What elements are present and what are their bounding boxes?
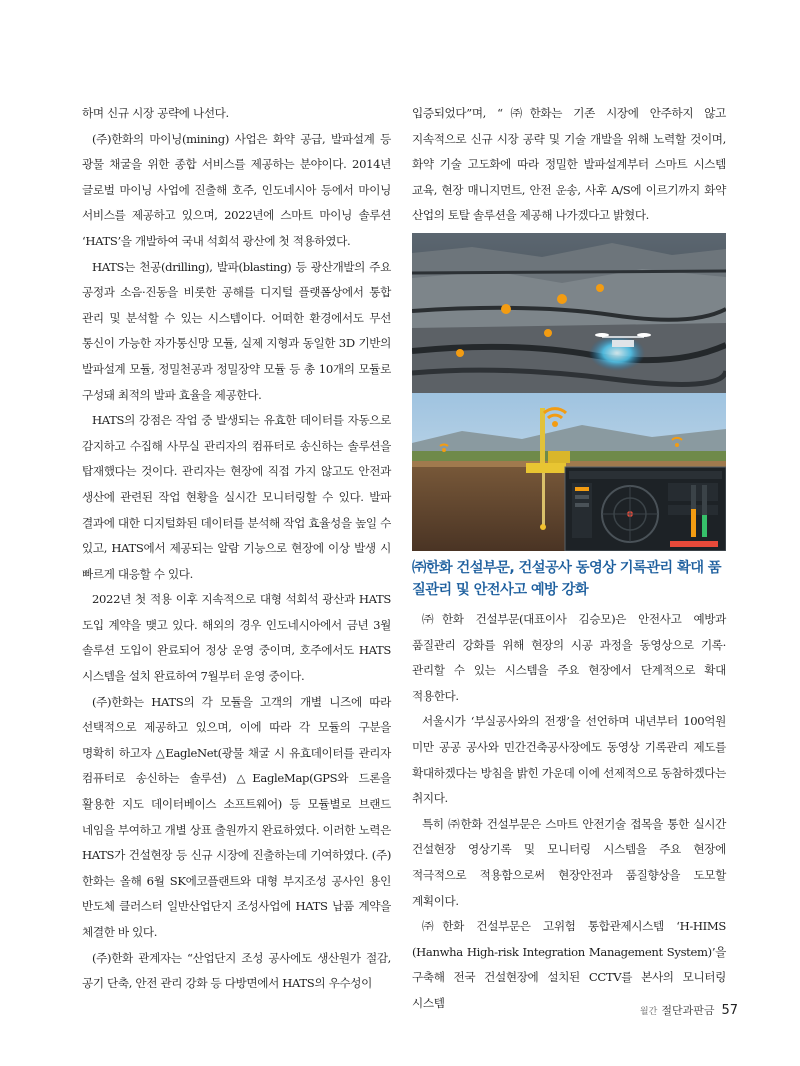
quarry-scene bbox=[412, 233, 726, 393]
paragraph: (주)한화 관계자는 “산업단지 조성 공사에도 생산원가 절감, 공기 단축, 안전 관리 강화 등 다방면에서 HATS의 우수성이 bbox=[82, 950, 391, 991]
paragraph: (주)한화의 마이닝(mining) 사업은 화약 공급, 발파설계 등 광물 채굴을 위한 종합 서비스를 제공하는 분야이다. 2014년 글로벌 마이닝 사업에 진출해 호주, 인도네시아 등에서 마이닝 서비스를 제공하고 있으며, 2022년에 스마트 마이닝 솔루션 ‘HATS’을 개발하여 국내 석회석 광산에 첫 적용하였다. bbox=[82, 131, 391, 248]
mining-construction-illustration bbox=[412, 233, 726, 551]
paragraph: (주)한화는 HATS의 각 모듈을 고객의 개별 니즈에 따라 선택적으로 제공하고 있으며, 이에 따라 각 모듈의 구분을 명확히 하고자 △EagleNet(광물 채굴 시 유효데이터를 관리자 컴퓨터로 송신하는 솔루션) △EagleMap(GPS와 드론을 활용한 지도 데이터베이스 소프트웨어) 등 모듈별로 브랜드 네임을 부여하고 개별 상표 출원까지 완료하였다. 이러한 노력은 HATS가 건설현장 등 신규 시장에 진출하는데 기여하였다. (주)한화는 올해 6월 SK에코플랜트와 대형 부지조성 공사인 용인 반도체 클러스터 일반산업단지 조성사업에 HATS 납품 계약을 체결한 바 있다. bbox=[82, 694, 391, 939]
section-subheading: ㈜한화 건설부문, 건설공사 동영상 기록관리 확대 품질관리 및 안전사고 예방 강화 bbox=[412, 559, 722, 598]
paragraph: ㈜한화 건설부문(대표이사 김승모)은 안전사고 예방과 품질관리 강화를 위해 현장의 시공 과정을 동영상으로 기록·관리할 수 있는 시스템을 주요 현장에서 단계적으로 확대 적용한다. bbox=[412, 611, 726, 703]
monitoring-screen-icon bbox=[565, 467, 726, 551]
page-number: 57 bbox=[721, 1003, 738, 1018]
right-column bbox=[412, 101, 726, 1016]
paragraph: 서울시가 ‘부실공사와의 전쟁’을 선언하며 내년부터 100억원 미만 공공 공사와 민간건축공사장에도 동영상 기록관리 제도를 확대하겠다는 방침을 밝힌 가운데 이에 선제적으로 동참하겠다는 취지다. bbox=[412, 714, 726, 806]
publication-frequency: 월간 bbox=[639, 1007, 658, 1017]
paragraph: 2022년 첫 적용 이후 지속적으로 대형 석회석 광산과 HATS 도입 계약을 맺고 있다. 해외의 경우 인도네시아에서 금년 3월 솔루션 도입이 완료되어 정상 운영 중이며, 호주에서도 HATS 시스템을 설치 완료하여 7월부터 운영 중이다. bbox=[82, 592, 391, 684]
construction-scene bbox=[412, 393, 726, 551]
paragraph: 특히 ㈜한화 건설부문은 스마트 안전기술 접목을 통한 실시간 건설현장 영상기록 및 모니터링 시스템을 주요 현장에 적극적으로 적용함으로써 현장안전과 품질향상을 도모할 계획이다. bbox=[412, 816, 726, 908]
publication-name: 절단과판금 bbox=[661, 1004, 715, 1017]
paragraph: 하며 신규 시장 공략에 나선다. bbox=[82, 106, 229, 120]
paragraph: HATS는 천공(drilling), 발파(blasting) 등 광산개발의 주요 공정과 소음·진동을 비롯한 공해를 디지털 플랫폼상에서 통합 관리 및 분석할 수 있는 시스템이다. 어떠한 환경에서도 무선 통신이 가능한 자가통신망 모듈, 실제 지형과 동일한 3D 기반의 발파설계 모듈, 정밀천공과 정밀장약 모듈 등 총 10개의 모듈로 구성돼 최적의 발파 효율을 제공한다. bbox=[82, 259, 391, 402]
paragraph: ㈜한화 건설부문은 고위험 통합관제시스템 ‘H-HIMS (Hanwha High-risk Integration Management System)’을 구축해 전국 건설현장에 설치된 CCTV를 본사의 모니터링 시스템 bbox=[412, 919, 726, 1010]
article-illustration bbox=[412, 233, 726, 551]
paragraph: 입증되었다”며, “㈜한화는 기존 시장에 안주하지 않고 지속적으로 신규 시장 공략 및 기술 개발을 위해 노력할 것이며, 화약 기술 고도화에 따라 정밀한 발파설계부터 스마트 시스템 교육, 현장 매니지먼트, 안전 운송, 사후 A/S에 이르기까지 화약 산업의 토탈 솔루션을 제공해 나가겠다고 밝혔다. bbox=[412, 106, 726, 223]
left-column bbox=[82, 101, 391, 997]
paragraph: HATS의 강점은 작업 중 발생되는 유효한 데이터를 자동으로 감지하고 수집해 사무실 관리자의 컴퓨터로 송신하는 솔루션을 탑재했다는 것이다. 관리자는 현장에 직접 가지 않고도 안전과 생산에 관련된 작업 현황을 실시간 모니터링할 수 있다. 발파 결과에 대한 디지털화된 데이터를 분석해 작업 효율성을 높일 수 있고, HATS에서 제공되는 알람 기능으로 현장에 이상 발생 시 빠르게 대응할 수 있다. bbox=[82, 413, 391, 581]
page-footer bbox=[640, 1002, 738, 1018]
